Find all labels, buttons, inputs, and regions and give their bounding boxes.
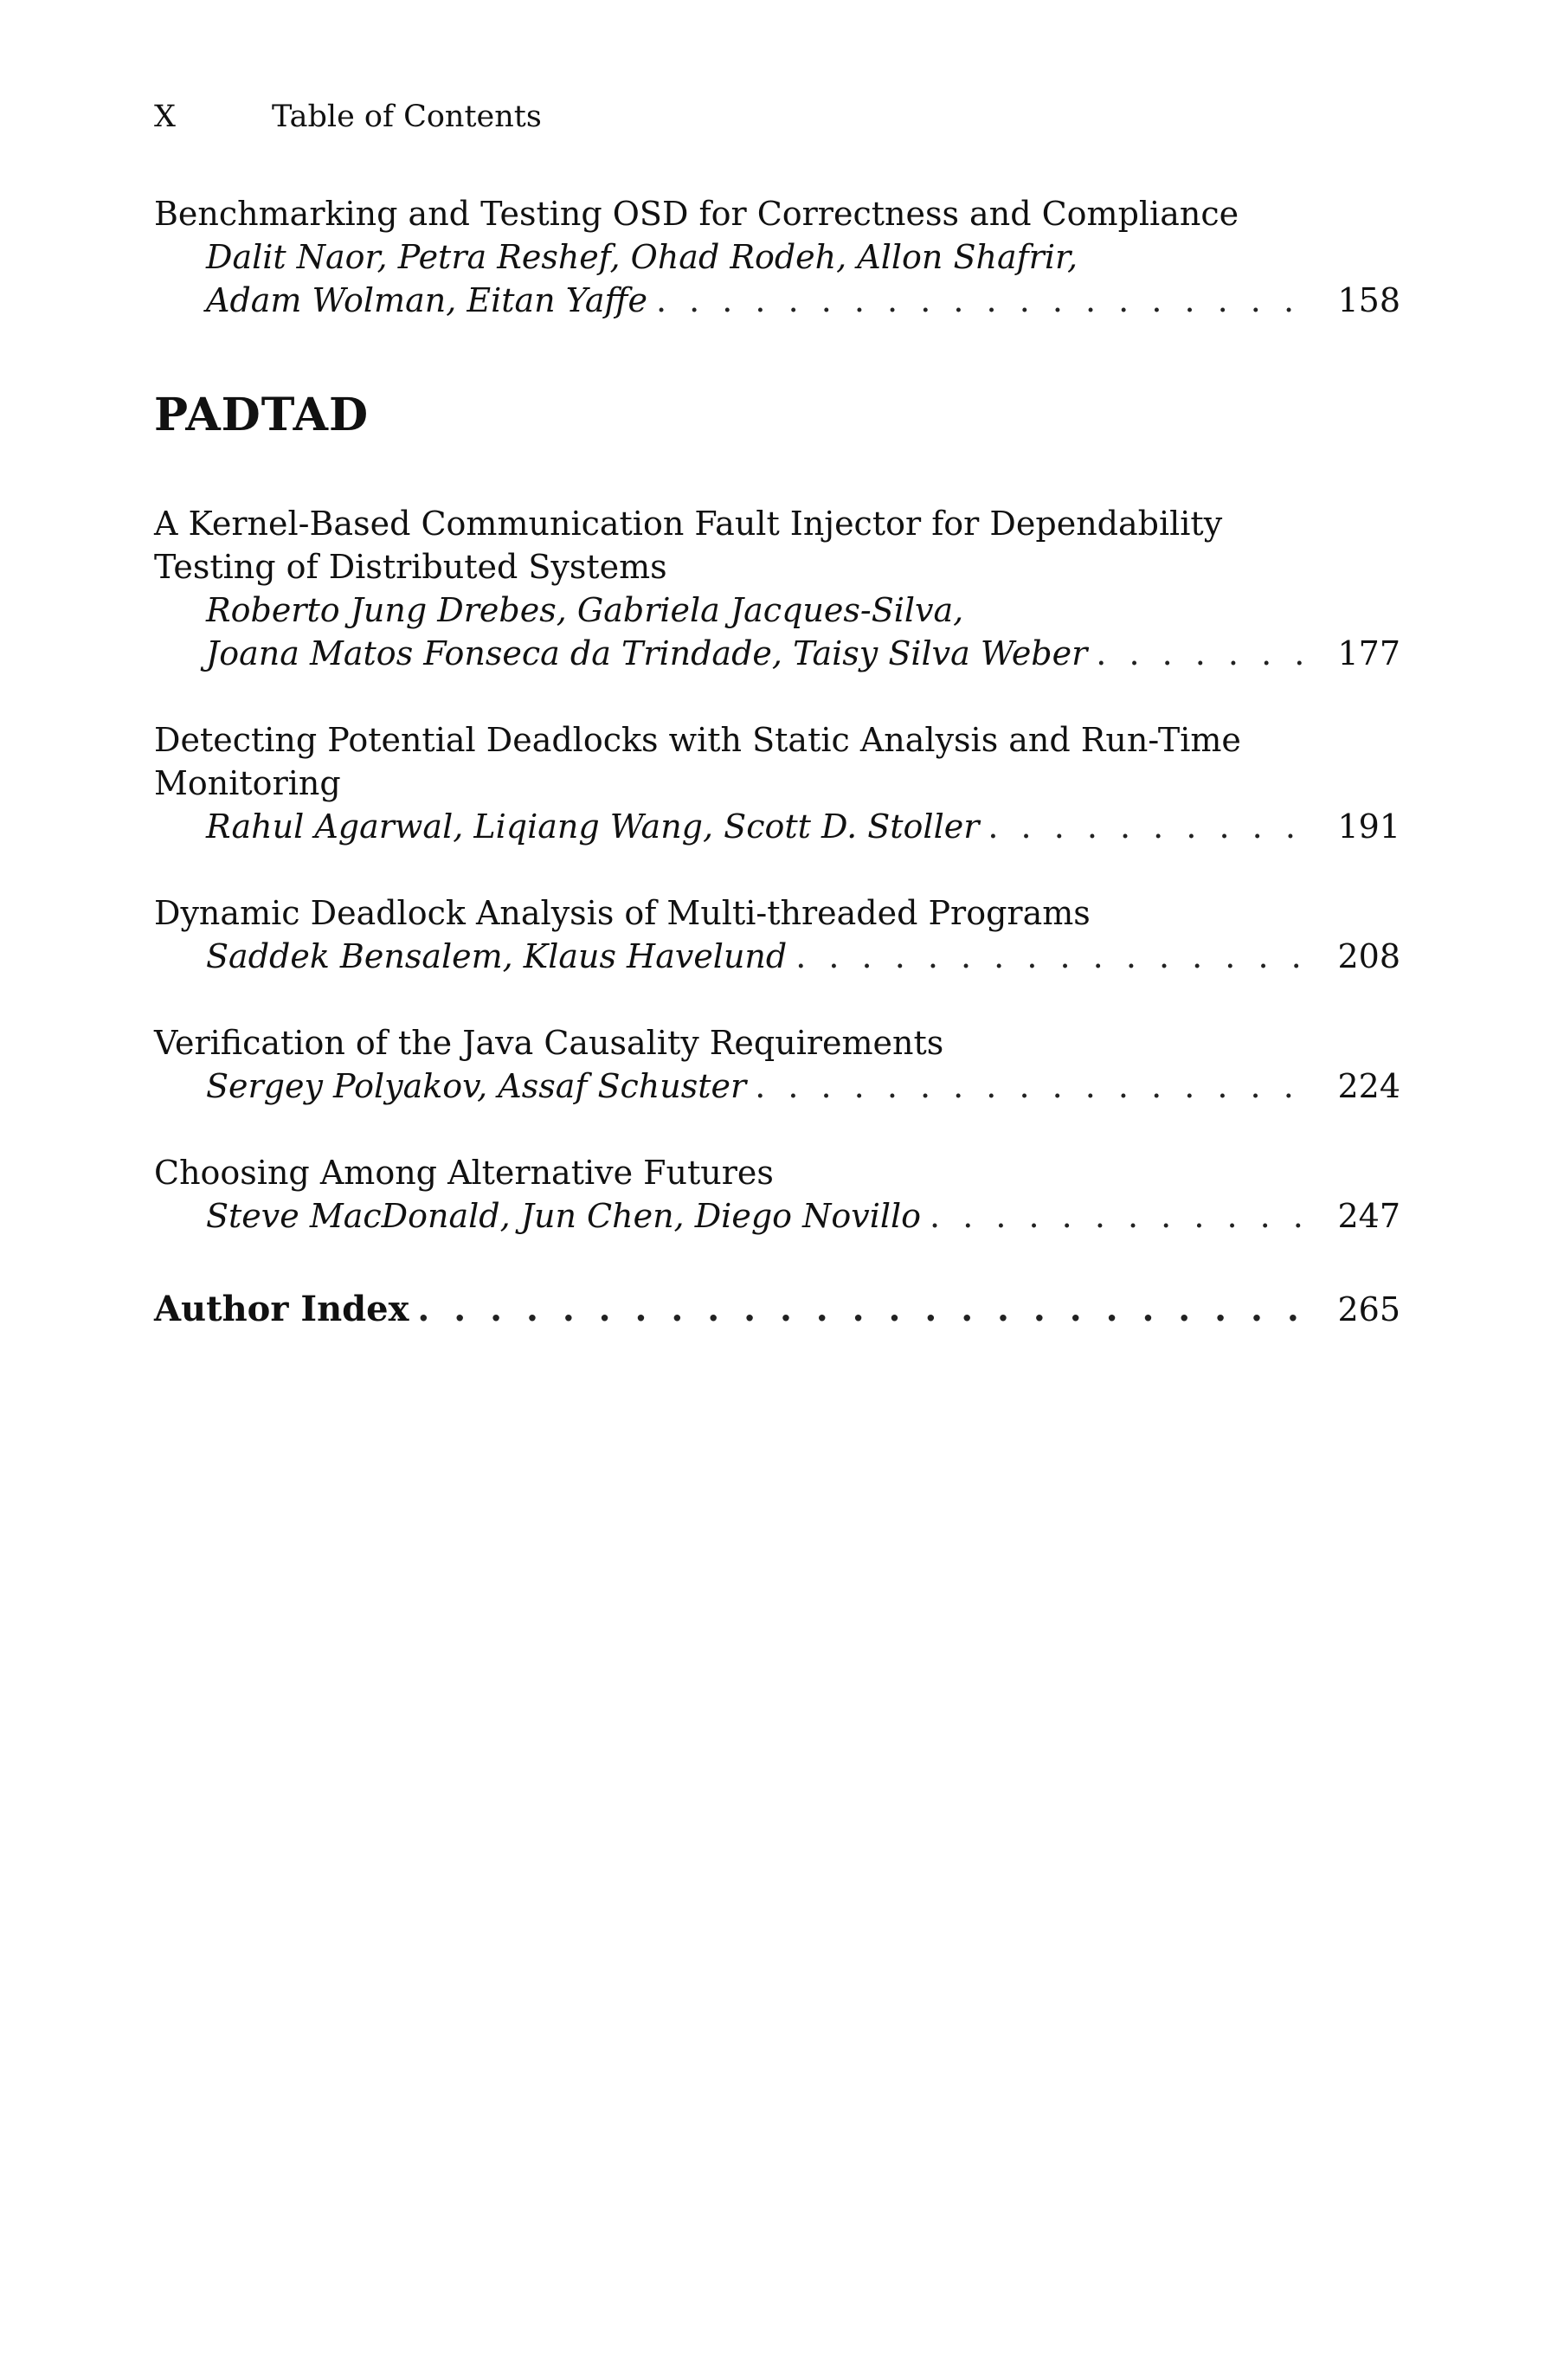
dot-leader (647, 279, 1314, 322)
dot-leader (746, 1065, 1314, 1108)
entry-authors-line: Adam Wolman, Eitan Yaffe (206, 281, 647, 319)
entry-title: Dynamic Deadlock Analysis of Multi-threaded Programs (154, 894, 1091, 932)
toc-entry (154, 192, 1400, 322)
entry-spacer (154, 978, 1400, 1021)
entry-title: Monitoring (154, 764, 341, 802)
dot-leader (409, 1288, 1314, 1331)
page-folio: X (154, 100, 176, 134)
entry-title: Benchmarking and Testing OSD for Correctness and Compliance (154, 195, 1239, 233)
entry-authors (154, 935, 1400, 978)
entry-page-number: 224 (1337, 1067, 1400, 1105)
entry-page-number: 158 (1337, 281, 1400, 319)
entry-leader-row (206, 1194, 1400, 1238)
entry-leader-row (206, 279, 1400, 322)
dot-leader (787, 935, 1314, 978)
toc-entry (154, 891, 1400, 978)
entry-page-number: 247 (1337, 1197, 1400, 1235)
dot-leader (979, 805, 1314, 848)
entry-spacer (154, 848, 1400, 891)
dot-leader (921, 1194, 1314, 1238)
entry-authors (154, 1065, 1400, 1108)
entry-authors (154, 805, 1400, 848)
toc-entry (154, 718, 1400, 848)
toc-entry (154, 1021, 1400, 1108)
entry-page-number: 177 (1337, 634, 1400, 672)
entry-title: Choosing Among Alternative Futures (154, 1154, 774, 1192)
entry-authors (154, 589, 1400, 675)
entry-leader-row (206, 805, 1400, 848)
author-index-entry (154, 1288, 1400, 1331)
entry-page-number: 191 (1337, 807, 1400, 846)
entry-title: Testing of Distributed Systems (154, 548, 667, 586)
toc-entry (154, 1151, 1400, 1238)
entry-page-number: 208 (1337, 937, 1400, 975)
entry-leader-row (206, 935, 1400, 978)
entry-title: A Kernel-Based Communication Fault Injector for Dependability (154, 505, 1223, 543)
entry-leader-row (206, 1065, 1400, 1108)
entry-authors (154, 1194, 1400, 1238)
entry-title: Detecting Potential Deadlocks with Static Analysis and Run-Time (154, 721, 1241, 759)
toc-content (154, 192, 1400, 1331)
entry-leader-row (206, 632, 1400, 675)
running-head (154, 102, 542, 132)
entry-authors-line: Sergey Polyakov, Assaf Schuster (206, 1067, 747, 1105)
entry-authors-line: Dalit Naor, Petra Reshef, Ohad Rodeh, Allon Shafrir, (206, 238, 1078, 276)
dot-leader (1087, 632, 1314, 675)
author-index-page-number: 265 (1337, 1290, 1400, 1328)
entry-authors-line: Saddek Bensalem, Klaus Havelund (206, 937, 788, 975)
section-heading: PADTAD (154, 389, 370, 441)
entry-authors-line: Joana Matos Fonseca da Trindade, Taisy Silva Weber (206, 634, 1088, 672)
running-head-title: Table of Contents (272, 100, 542, 134)
entry-spacer (154, 1108, 1400, 1151)
entry-spacer (154, 675, 1400, 718)
author-index-label: Author Index (154, 1289, 409, 1329)
toc-entry (154, 502, 1400, 675)
entry-authors (154, 235, 1400, 322)
entry-title: Verification of the Java Causality Requirements (154, 1024, 944, 1062)
entry-authors-line: Steve MacDonald, Jun Chen, Diego Novillo (206, 1197, 922, 1235)
entry-authors-line: Rahul Agarwal, Liqiang Wang, Scott D. Stoller (206, 807, 980, 846)
entry-authors-line: Roberto Jung Drebes, Gabriela Jacques-Silva, (206, 591, 964, 629)
